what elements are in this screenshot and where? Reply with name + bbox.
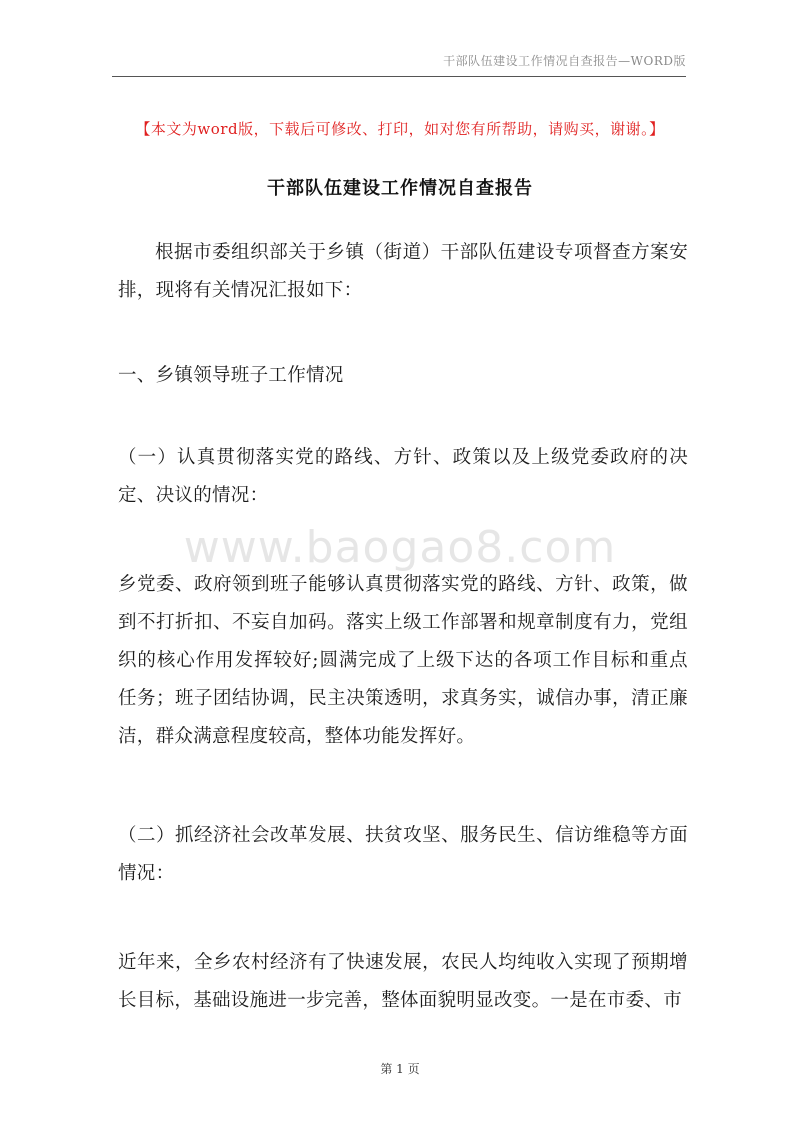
running-header: 干部队伍建设工作情况自查报告—WORD版 bbox=[443, 54, 686, 68]
document-title: 干部队伍建设工作情况自查报告 bbox=[267, 178, 533, 199]
purchase-notice: 【本文为word版，下载后可修改、打印，如对您有所帮助，请购买，谢谢。】 bbox=[135, 120, 665, 138]
section-heading-1: 一、乡镇领导班子工作情况 bbox=[118, 365, 344, 386]
page-number: 第 1 页 bbox=[380, 1062, 420, 1076]
body-paragraph-2: 近年来，全乡农村经济有了快速发展，农民人均纯收入实现了预期增长目标，基础设施进一步完善，整体面貌明显改变。一是在市委、市 bbox=[118, 952, 688, 1011]
subsection-heading-2: （二）抓经济社会改革发展、扶贫攻坚、服务民生、信访维稳等方面情况： bbox=[118, 825, 688, 884]
body-paragraph-1: 乡党委、政府领到班子能够认真贯彻落实党的路线、方针、政策，做到不打折扣、不妄自加码。落实上级工作部署和规章制度有力，党组织的核心作用发挥较好;圆满完成了上级下达的各项工作目标和重点任务；班子团结协调，民主决策透明，求真务实，诚信办事，清正廉洁，群众满意程度较高，整体功能发挥好。 bbox=[118, 574, 688, 747]
intro-paragraph: 根据市委组织部关于乡镇（街道）干部队伍建设专项督查方案安排，现将有关情况汇报如下： bbox=[118, 242, 688, 301]
subsection-heading-1: （一）认真贯彻落实党的路线、方针、政策以及上级党委政府的决定、决议的情况： bbox=[118, 447, 688, 506]
watermark-text: www.baogao8.com bbox=[183, 522, 617, 573]
header-divider bbox=[112, 76, 686, 77]
